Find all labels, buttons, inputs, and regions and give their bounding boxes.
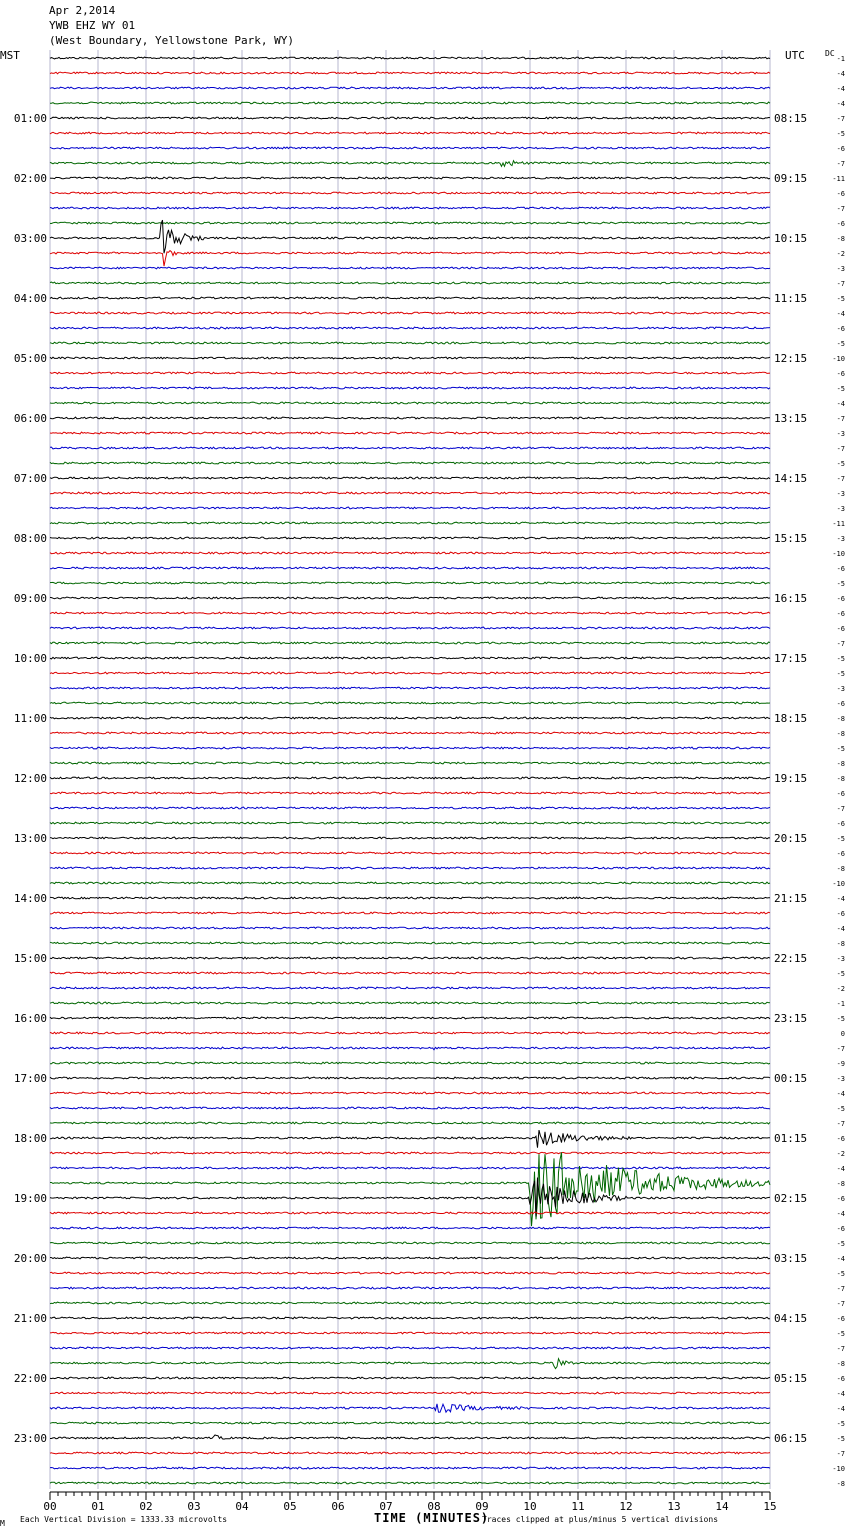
trace-91 — [50, 1422, 770, 1424]
right-hour-label: 19:15 — [774, 772, 808, 785]
dc-offset-label: -8 — [836, 940, 845, 948]
left-hour-label: 04:00 — [13, 292, 47, 305]
dc-offset-label: -6 — [836, 790, 845, 798]
right-hour-label: 20:15 — [774, 832, 808, 845]
left-hour-label: 17:00 — [13, 1072, 47, 1085]
dc-offset-label: -5 — [836, 1435, 845, 1443]
dc-offset-label: -6 — [836, 910, 845, 918]
dc-offset-label: -6 — [836, 850, 845, 858]
dc-offset-label: -2 — [836, 1150, 845, 1158]
trace-95 — [50, 1482, 770, 1484]
trace-80 — [50, 1257, 770, 1259]
right-hour-label: 10:15 — [774, 232, 808, 245]
dc-offset-label: -2 — [836, 250, 845, 258]
trace-38 — [50, 627, 770, 629]
trace-57 — [50, 912, 770, 914]
dc-offset-label: -8 — [836, 235, 845, 243]
trace-23 — [50, 402, 770, 404]
left-hour-label: 06:00 — [13, 412, 47, 425]
right-hour-label: 03:15 — [774, 1252, 808, 1265]
trace-24 — [50, 417, 770, 419]
dc-offset-label: -7 — [836, 115, 845, 123]
trace-30 — [50, 507, 770, 509]
dc-offset-label: -6 — [836, 595, 845, 603]
trace-22 — [50, 387, 770, 389]
trace-79 — [50, 1242, 770, 1244]
trace-78 — [50, 1227, 770, 1229]
dc-offset-label: -3 — [836, 685, 845, 693]
trace-68 — [50, 1077, 770, 1079]
dc-offset-label: -3 — [836, 955, 845, 963]
dc-offset-label: -6 — [836, 610, 845, 618]
trace-16 — [50, 297, 770, 299]
dc-offset-label: -6 — [836, 1375, 845, 1383]
trace-69 — [50, 1092, 770, 1094]
trace-82 — [50, 1287, 770, 1289]
dc-offset-label: -7 — [836, 415, 845, 423]
trace-52 — [50, 837, 770, 839]
time-axis — [43, 1492, 776, 1513]
left-hour-label: 05:00 — [13, 352, 47, 365]
trace-92 — [50, 1435, 770, 1439]
dc-offset-label: -5 — [836, 745, 845, 753]
left-hour-label: 20:00 — [13, 1252, 47, 1265]
x-tick-label: 07 — [379, 1500, 393, 1513]
right-hour-label: 09:15 — [774, 172, 808, 185]
trace-74 — [50, 1167, 770, 1169]
dc-offset-label: -4 — [836, 1255, 845, 1263]
trace-81 — [50, 1272, 770, 1274]
x-tick-label: 04 — [235, 1500, 249, 1513]
chart-date: Apr 2,2014 — [49, 4, 116, 17]
dc-offset-label: -6 — [836, 1315, 845, 1323]
right-timezone-label: UTC — [785, 49, 805, 62]
x-tick-label: 10 — [523, 1500, 537, 1513]
dc-offset-label: -8 — [836, 1360, 845, 1368]
trace-72 — [50, 1130, 770, 1148]
trace-17 — [50, 312, 770, 314]
trace-63 — [50, 1002, 770, 1004]
left-hour-label: 11:00 — [13, 712, 47, 725]
trace-49 — [50, 792, 770, 794]
trace-67 — [50, 1062, 770, 1064]
trace-56 — [50, 897, 770, 899]
x-tick-label: 12 — [619, 1500, 633, 1513]
trace-60 — [50, 957, 770, 959]
dc-offset-label: -6 — [836, 325, 845, 333]
trace-42 — [50, 687, 770, 689]
dc-offset-label: -7 — [836, 445, 845, 453]
trace-73 — [50, 1152, 770, 1154]
trace-61 — [50, 972, 770, 974]
dc-offset-label: -3 — [836, 490, 845, 498]
dc-offset-label: -3 — [836, 1075, 845, 1083]
dc-offset-label: -8 — [836, 730, 845, 738]
dc-offset-label: -10 — [832, 1465, 845, 1473]
trace-2 — [50, 87, 770, 89]
x-tick-label: 02 — [139, 1500, 153, 1513]
right-hour-label: 23:15 — [774, 1012, 808, 1025]
dc-offset-label: -7 — [836, 640, 845, 648]
trace-6 — [50, 147, 770, 149]
right-hour-label: 15:15 — [774, 532, 808, 545]
trace-93 — [50, 1452, 770, 1454]
trace-86 — [50, 1347, 770, 1349]
dc-offset-label: -7 — [836, 205, 845, 213]
trace-5 — [50, 132, 770, 134]
dc-offset-label: -5 — [836, 580, 845, 588]
trace-39 — [50, 642, 770, 644]
trace-36 — [50, 597, 770, 599]
trace-62 — [50, 987, 770, 989]
dc-offset-label: -7 — [836, 475, 845, 483]
right-hour-label: 08:15 — [774, 112, 808, 125]
dc-offset-label: -4 — [836, 1390, 845, 1398]
dc-offset-label: -7 — [836, 160, 845, 168]
left-hour-label: 01:00 — [13, 112, 47, 125]
x-tick-label: 09 — [475, 1500, 489, 1513]
trace-25 — [50, 432, 770, 434]
dc-offset-label: -7 — [836, 280, 845, 288]
dc-offset-label: -10 — [832, 355, 845, 363]
trace-7 — [50, 161, 770, 167]
trace-0 — [50, 57, 770, 59]
dc-offset-label: -7 — [836, 805, 845, 813]
right-hour-label: 18:15 — [774, 712, 808, 725]
trace-48 — [50, 777, 770, 779]
dc-offset-label: -5 — [836, 385, 845, 393]
dc-offset-label: -8 — [836, 865, 845, 873]
dc-offset-label: -7 — [836, 1450, 845, 1458]
trace-51 — [50, 822, 770, 824]
dc-offset-label: -6 — [836, 1135, 845, 1143]
dc-offset-label: -6 — [836, 700, 845, 708]
dc-offset-label: -5 — [836, 655, 845, 663]
trace-28 — [50, 477, 770, 479]
left-hour-label: 12:00 — [13, 772, 47, 785]
trace-53 — [50, 852, 770, 854]
trace-54 — [50, 867, 770, 869]
dc-offset-label: -4 — [836, 1090, 845, 1098]
right-hour-label: 00:15 — [774, 1072, 808, 1085]
trace-44 — [50, 717, 770, 719]
trace-46 — [50, 747, 770, 749]
trace-64 — [50, 1017, 770, 1019]
right-hour-label: 22:15 — [774, 952, 808, 965]
dc-offset-label: -11 — [832, 175, 845, 183]
dc-offset-label: -3 — [836, 430, 845, 438]
corner-mark: M — [0, 1519, 5, 1528]
trace-14 — [50, 267, 770, 269]
x-tick-label: 13 — [667, 1500, 681, 1513]
trace-43 — [50, 702, 770, 704]
dc-offset-label: -1 — [836, 55, 845, 63]
dc-offset-label: -8 — [836, 715, 845, 723]
dc-offset-label: -4 — [836, 1405, 845, 1413]
trace-59 — [50, 942, 770, 944]
station-location: (West Boundary, Yellowstone Park, WY) — [49, 34, 295, 47]
dc-offset-label: 0 — [840, 1030, 845, 1038]
dc-offset-label: -5 — [836, 1240, 845, 1248]
dc-offset-label: -5 — [836, 670, 845, 678]
x-tick-label: 05 — [283, 1500, 297, 1513]
dc-offset-label: -6 — [836, 370, 845, 378]
trace-37 — [50, 612, 770, 614]
dc-offset-label: -5 — [836, 295, 845, 303]
dc-offset-label: -8 — [836, 760, 845, 768]
dc-offset-label: -5 — [836, 835, 845, 843]
dc-offset-label: -3 — [836, 505, 845, 513]
dc-offset-label: -5 — [836, 1015, 845, 1023]
trace-90 — [50, 1404, 770, 1412]
scale-note: Each Vertical Division = 1333.33 microvolts — [20, 1515, 228, 1524]
right-hour-label: 11:15 — [774, 292, 808, 305]
left-hour-label: 09:00 — [13, 592, 47, 605]
dc-offset-label: -4 — [836, 85, 845, 93]
trace-88 — [50, 1377, 770, 1379]
dc-offset-label: -6 — [836, 1225, 845, 1233]
left-hour-label: 07:00 — [13, 472, 47, 485]
x-axis-title: TIME (MINUTES) — [374, 1511, 490, 1525]
trace-58 — [50, 927, 770, 929]
trace-12 — [50, 220, 770, 253]
trace-50 — [50, 807, 770, 809]
dc-offset-label: -4 — [836, 310, 845, 318]
dc-offset-label: -10 — [832, 550, 845, 558]
dc-offset-label: -3 — [836, 535, 845, 543]
trace-21 — [50, 372, 770, 374]
dc-offset-label: -6 — [836, 145, 845, 153]
trace-31 — [50, 522, 770, 524]
dc-offset-label: -6 — [836, 190, 845, 198]
dc-offset-label: -4 — [836, 100, 845, 108]
right-hour-label: 16:15 — [774, 592, 808, 605]
trace-55 — [50, 882, 770, 884]
trace-94 — [50, 1467, 770, 1469]
trace-87 — [50, 1359, 770, 1369]
trace-26 — [50, 447, 770, 449]
dc-offset-label: -5 — [836, 1330, 845, 1338]
dc-offset-label: -7 — [836, 1120, 845, 1128]
dc-offset-label: -8 — [836, 775, 845, 783]
x-tick-label: 08 — [427, 1500, 441, 1513]
trace-35 — [50, 582, 770, 584]
trace-34 — [50, 567, 770, 569]
right-hour-label: 01:15 — [774, 1132, 808, 1145]
dc-offset-label: -8 — [836, 1180, 845, 1188]
x-tick-label: 14 — [715, 1500, 729, 1513]
dc-offset-label: -7 — [836, 1345, 845, 1353]
dc-offset-label: -7 — [836, 1300, 845, 1308]
trace-70 — [50, 1107, 770, 1109]
trace-47 — [50, 762, 770, 764]
right-hour-label: 02:15 — [774, 1192, 808, 1205]
left-hour-label: 22:00 — [13, 1372, 47, 1385]
right-hour-label: 21:15 — [774, 892, 808, 905]
left-hour-label: 14:00 — [13, 892, 47, 905]
trace-84 — [50, 1317, 770, 1319]
right-hour-label: 13:15 — [774, 412, 808, 425]
station-code: YWB EHZ WY 01 — [49, 19, 136, 32]
x-tick-label: 01 — [91, 1500, 105, 1513]
trace-29 — [50, 492, 770, 494]
dc-offset-label: -1 — [836, 1000, 845, 1008]
dc-offset-label: -7 — [836, 1285, 845, 1293]
dc-offset-label: -4 — [836, 1165, 845, 1173]
dc-offset-label: -4 — [836, 1210, 845, 1218]
trace-27 — [50, 462, 770, 464]
dc-offset-label: -6 — [836, 565, 845, 573]
x-tick-label: 15 — [763, 1500, 777, 1513]
trace-3 — [50, 102, 770, 104]
left-hour-label: 16:00 — [13, 1012, 47, 1025]
trace-66 — [50, 1047, 770, 1050]
dc-offset-label: -4 — [836, 70, 845, 78]
right-hour-label: 12:15 — [774, 352, 808, 365]
dc-offset-label: -5 — [836, 340, 845, 348]
trace-10 — [50, 207, 770, 209]
dc-offset-label: -3 — [836, 265, 845, 273]
left-hour-label: 21:00 — [13, 1312, 47, 1325]
trace-33 — [50, 552, 770, 554]
x-tick-label: 11 — [571, 1500, 585, 1513]
dc-offset-label: -5 — [836, 1420, 845, 1428]
dc-offset-label: -2 — [836, 985, 845, 993]
trace-19 — [50, 342, 770, 344]
trace-15 — [50, 282, 770, 284]
trace-83 — [50, 1302, 770, 1304]
dc-offset-label: -5 — [836, 970, 845, 978]
trace-1 — [50, 72, 770, 74]
dc-offset-label: -8 — [836, 1480, 845, 1488]
x-tick-label: 00 — [43, 1500, 57, 1513]
left-hour-label: 23:00 — [13, 1432, 47, 1445]
dc-offset-label: -4 — [836, 925, 845, 933]
trace-9 — [50, 192, 770, 194]
dc-offset-label: -10 — [832, 880, 845, 888]
clipping-note: Traces clipped at plus/minus 5 vertical divisions — [482, 1515, 719, 1524]
x-tick-label: 06 — [331, 1500, 345, 1513]
left-hour-label: 03:00 — [13, 232, 47, 245]
seismic-traces — [50, 57, 770, 1484]
trace-20 — [50, 357, 770, 359]
trace-41 — [50, 672, 770, 674]
dc-offset-label: -11 — [832, 520, 845, 528]
left-hour-label: 08:00 — [13, 532, 47, 545]
left-hour-label: 10:00 — [13, 652, 47, 665]
left-hour-label: 02:00 — [13, 172, 47, 185]
right-hour-label: 17:15 — [774, 652, 808, 665]
trace-18 — [50, 327, 770, 329]
trace-45 — [50, 732, 770, 734]
trace-8 — [50, 177, 770, 179]
dc-offset-label: -6 — [836, 625, 845, 633]
right-hour-label: 05:15 — [774, 1372, 808, 1385]
trace-71 — [50, 1122, 770, 1124]
left-hour-label: 18:00 — [13, 1132, 47, 1145]
left-timezone-label: MST — [0, 49, 20, 62]
dc-offset-label: -6 — [836, 820, 845, 828]
trace-4 — [50, 117, 770, 119]
trace-32 — [50, 537, 770, 539]
dc-offset-label: -5 — [836, 130, 845, 138]
dc-offset-label: -5 — [836, 460, 845, 468]
dc-offset-label: -5 — [836, 1270, 845, 1278]
x-tick-label: 03 — [187, 1500, 201, 1513]
dc-offset-label: -4 — [836, 895, 845, 903]
dc-offset-label: -6 — [836, 220, 845, 228]
dc-offset-label: -6 — [836, 1195, 845, 1203]
left-hour-label: 19:00 — [13, 1192, 47, 1205]
trace-85 — [50, 1332, 770, 1334]
trace-75 — [50, 1152, 770, 1226]
trace-40 — [50, 657, 770, 659]
right-hour-label: 06:15 — [774, 1432, 808, 1445]
trace-77 — [50, 1212, 770, 1214]
trace-11 — [50, 222, 770, 224]
dc-offset-label: -5 — [836, 1105, 845, 1113]
dc-label: DC — [825, 49, 835, 58]
dc-offset-label: -4 — [836, 400, 845, 408]
right-hour-label: 04:15 — [774, 1312, 808, 1325]
trace-89 — [50, 1392, 770, 1394]
dc-offset-label: -9 — [836, 1060, 845, 1068]
left-hour-label: 15:00 — [13, 952, 47, 965]
right-hour-label: 14:15 — [774, 472, 808, 485]
trace-13 — [50, 251, 770, 267]
left-hour-label: 13:00 — [13, 832, 47, 845]
dc-offset-label: -7 — [836, 1045, 845, 1053]
trace-65 — [50, 1032, 770, 1034]
